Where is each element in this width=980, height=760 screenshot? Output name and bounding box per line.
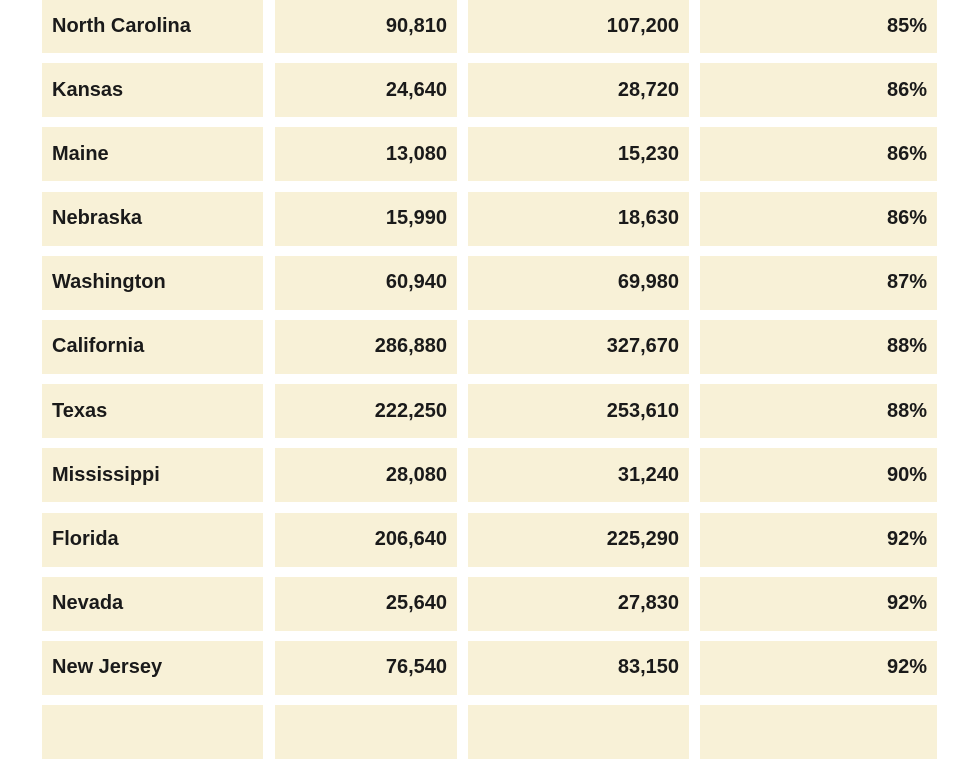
table-row: [0, 118, 980, 182]
table-row: [0, 439, 980, 503]
percent-cell: 85%: [700, 0, 937, 53]
percent-cell: 86%: [700, 127, 937, 181]
value-cell-2: 27,830: [468, 577, 689, 631]
percent-cell: 92%: [700, 513, 937, 567]
table-row: [0, 696, 980, 760]
table-row: [0, 375, 980, 439]
percent-cell: 92%: [700, 641, 937, 695]
percent-cell: 87%: [700, 256, 937, 310]
value-cell-2: 327,670: [468, 320, 689, 374]
percent-cell: [700, 705, 937, 759]
state-cell: Mississippi: [42, 448, 263, 502]
value-cell-2: 28,720: [468, 63, 689, 117]
value-cell-1: 24,640: [275, 63, 457, 117]
value-cell-2: 15,230: [468, 127, 689, 181]
state-cell: North Carolina: [42, 0, 263, 53]
value-cell-1: 286,880: [275, 320, 457, 374]
value-cell-1: 90,810: [275, 0, 457, 53]
value-cell-1: 76,540: [275, 641, 457, 695]
value-cell-2: 18,630: [468, 192, 689, 246]
state-cell: Texas: [42, 384, 263, 438]
table-row: [0, 568, 980, 632]
state-cell: Kansas: [42, 63, 263, 117]
value-cell-2: 225,290: [468, 513, 689, 567]
value-cell-1: 25,640: [275, 577, 457, 631]
value-cell-1: 13,080: [275, 127, 457, 181]
table-row: [0, 247, 980, 311]
value-cell-2: 69,980: [468, 256, 689, 310]
table-row: [0, 54, 980, 118]
table-row: [0, 632, 980, 696]
table-row: [0, 311, 980, 375]
table-row: [0, 504, 980, 568]
state-cell: Florida: [42, 513, 263, 567]
percent-cell: 90%: [700, 448, 937, 502]
state-cell: Washington: [42, 256, 263, 310]
percent-cell: 86%: [700, 192, 937, 246]
value-cell-1: 222,250: [275, 384, 457, 438]
value-cell-1: 60,940: [275, 256, 457, 310]
value-cell-2: [468, 705, 689, 759]
state-cell: Nevada: [42, 577, 263, 631]
value-cell-2: 83,150: [468, 641, 689, 695]
table-row: [0, 0, 980, 54]
state-cell: New Jersey: [42, 641, 263, 695]
state-cell: Maine: [42, 127, 263, 181]
value-cell-1: [275, 705, 457, 759]
value-cell-2: 31,240: [468, 448, 689, 502]
table-row: [0, 183, 980, 247]
value-cell-1: 15,990: [275, 192, 457, 246]
value-cell-2: 107,200: [468, 0, 689, 53]
state-cell: California: [42, 320, 263, 374]
value-cell-2: 253,610: [468, 384, 689, 438]
value-cell-1: 206,640: [275, 513, 457, 567]
state-cell: [42, 705, 263, 759]
percent-cell: 88%: [700, 320, 937, 374]
state-cell: Nebraska: [42, 192, 263, 246]
percent-cell: 86%: [700, 63, 937, 117]
percent-cell: 88%: [700, 384, 937, 438]
percent-cell: 92%: [700, 577, 937, 631]
value-cell-1: 28,080: [275, 448, 457, 502]
